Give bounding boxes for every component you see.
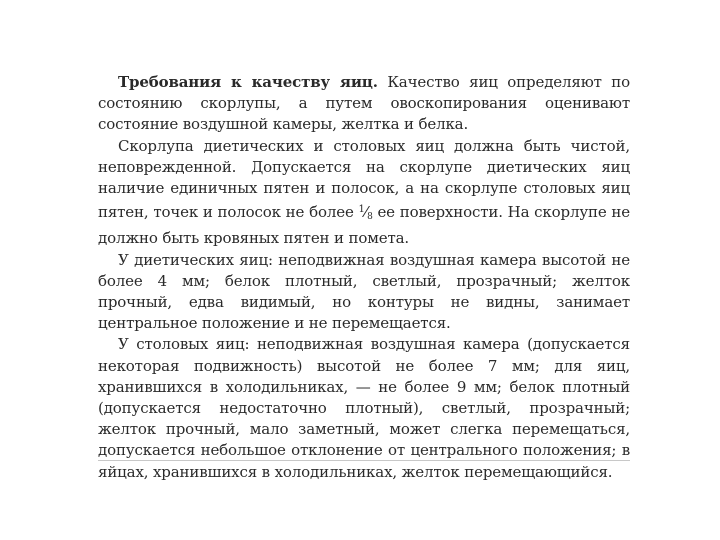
paragraph-dietary-eggs: У диетических яиц: неподвижная воздушная камера высотой не более 4 мм; белок плотный, светлый, прозрачный; желток прочный, едва видимый, но контуры не видны, занимает центральное положение и не перемещается. <box>98 250 630 333</box>
paragraph-table-eggs: У столовых яиц: неподвижная воздушная камера (допускается некоторая подвижность) высотой не более 7 мм; для яиц, хранившихся в холодильниках, — не более 9 мм; белок плотный (допускается недостаточно плотный), светлый, прозрачный; желток прочный, мало заметный, может слегка перемещаться, допускается небольшое отклонение от центрального положения; в яйцах, хранившихся в холодильниках, желток перемещающийся. <box>98 335 630 481</box>
paragraph-shell-text-end: ее поверхности. На скорлупе не должно быть кровяных пятен и помета. <box>98 203 630 248</box>
document-text <box>98 72 630 483</box>
fraction-denominator: 8 <box>367 212 373 223</box>
paragraph-shell <box>98 136 630 250</box>
paragraph-intro <box>98 72 630 136</box>
fraction-numerator: 1 <box>358 204 365 216</box>
paragraph-intro-text: Качество яиц определяют по состоянию скорлупы, а путем овоскопирования оценивают состояние воздушной камеры, желтка и белка. <box>98 73 631 134</box>
section-heading: Требования к качеству яиц. <box>118 73 378 91</box>
paragraph-shell-text-start: Скорлупа диетических и столовых яиц должна быть чистой, неповрежденной. Допускается на скорлупе диетических яиц наличие единичных пятен и полосок, а на скорлупе столовых яиц пятен, точек и полосок не более <box>98 136 630 222</box>
fraction-one-eighth: $^1⁄_8$ <box>358 203 373 223</box>
bottom-divider <box>98 460 630 461</box>
